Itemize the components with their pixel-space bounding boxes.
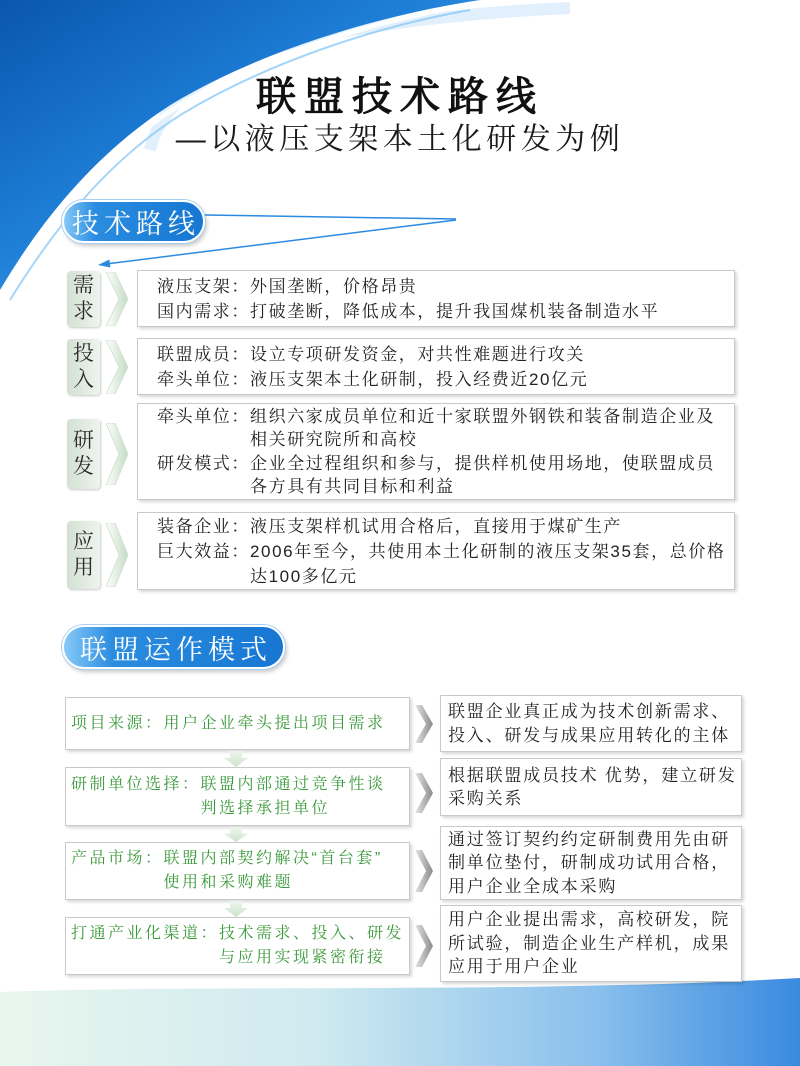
mode-right-box [440,758,742,816]
chevron-right-icon [415,705,433,743]
pointer-arrow-icon [0,190,480,280]
arrow-down-icon [224,901,248,917]
route-item-line: 相关研究院所和高校 [250,430,418,449]
route-item-line: 打破垄断，降低成本，提升我国煤机装备制造水平 [250,301,660,321]
route-stage-label-text: 应用 [73,530,94,579]
mode-item-line: 使用和采购难题 [163,874,294,891]
route-stage-label-rnd [67,419,100,489]
route-item-line: 各方具有共同目标和利益 [250,477,455,496]
chevron-right-icon [106,423,128,485]
route-item-line: 外国垄断，价格昂贵 [250,276,418,296]
route-item [157,514,734,539]
mode-result-line: 制单位垫付，研制成功试用合格， [448,853,730,873]
mode-item-line: 判选择承担单位 [200,799,331,817]
chevron-right-icon [415,773,433,813]
route-item-text [250,299,659,324]
route-item-key: 国内需求： [157,301,250,321]
mode-result-line: 用户企业提出需求，高校研发，院 [448,910,730,930]
route-item-key: 巨大效益： [157,541,250,561]
route-item [157,367,734,392]
section-header-operation-mode [62,625,285,669]
mode-item-text [164,847,383,895]
mode-result-line: 根据联盟成员技术 优势，建立研发 [448,765,737,785]
mode-item-text [164,712,386,736]
arrow-down-icon [224,827,248,842]
mode-item [71,847,409,895]
mode-left-box [65,767,410,826]
mode-result-line: 投入、研发与成果应用转化的主体 [448,725,730,745]
route-content-box-application [137,512,735,590]
page-title: 联盟技术路线 [256,75,544,119]
route-content-box-rnd [137,403,735,500]
route-stage-label-text: 需求 [73,274,94,323]
route-content-box-demand [137,270,735,327]
mode-right-box [440,695,742,752]
page-subtitle: —以液压支架本土化研发为例 [175,123,625,156]
arrow-down-icon [224,751,248,767]
route-item-key: 液压支架： [157,276,250,296]
route-stage-label-application [67,521,100,589]
route-item-text [250,452,715,499]
chevron-right-icon [106,523,128,587]
mode-item [71,773,409,821]
mode-item-line: 联盟内部契约解决“首台套” [163,850,383,867]
mode-item-key: 项目来源： [71,714,164,732]
mode-item [71,922,409,970]
route-item-key: 研发模式： [157,453,250,473]
mode-item-line: 联盟内部通过竞争性谈 [200,775,386,793]
mode-left-box [65,842,410,900]
chevron-right-icon [106,272,128,326]
mode-item-line: 用户企业牵头提出项目需求 [163,714,386,732]
route-item-key: 联盟成员： [157,344,250,364]
mode-item-text [201,773,386,821]
mode-result-line: 所试验，制造企业生产样机，成果 [448,933,730,953]
route-item-text [250,342,585,367]
mode-result-line: 通过签订契约约定研制费用先由研 [448,829,730,849]
route-item [157,452,734,499]
chevron-right-icon [415,850,433,892]
route-item-line: 企业全过程组织和参与，提供样机使用场地，使联盟成员 [250,453,715,473]
mode-result-line: 联盟企业真正成为技术创新需求、 [448,702,730,721]
route-item-line: 液压支架样机试用合格后，直接用于煤矿生产 [250,516,622,536]
route-item-line: 2006年至今，共使用本土化研制的液压支架35套，总价格 [250,541,726,561]
mode-right-box [440,826,742,900]
route-stage-label-text: 投入 [73,342,94,391]
mode-result-line: 采购关系 [448,789,524,808]
route-item-text [250,514,622,539]
route-stage-label-text: 研发 [73,429,94,478]
route-item-line: 达100多亿元 [250,566,358,586]
route-item-text [250,539,726,589]
route-item-line: 组织六家成员单位和近十家联盟外钢铁和装备制造企业及 [250,406,715,426]
route-item [157,539,734,589]
mode-result-line: 用户企业全成本采购 [448,876,618,896]
mode-left-box [65,917,410,975]
route-item-key: 牵头单位： [157,406,250,426]
bottom-band-decoration [0,978,800,1066]
route-item [157,299,734,324]
route-item [157,342,734,367]
route-item-text [250,405,715,452]
mode-item-key: 打通产业化渠道： [71,925,220,942]
section-header-label: 技术路线 [72,209,200,239]
mode-left-box [65,697,410,750]
route-stage-label-input [67,339,100,395]
mode-item-key: 产品市场： [71,850,164,867]
mode-right-box [440,905,742,982]
mode-item [71,712,409,736]
mode-item-line: 与应用实现紧密衔接 [219,949,386,966]
route-item [157,405,734,452]
route-item [157,274,734,299]
route-item-key: 牵头单位： [157,369,250,389]
chevron-right-icon [106,340,128,394]
route-item-text [250,367,588,392]
mode-item-key: 研制单位选择： [71,775,201,793]
mode-result-line: 应用于用户企业 [448,957,580,977]
route-item-text [250,274,417,299]
chevron-right-icon [415,925,433,967]
route-content-box-input [137,338,735,395]
mode-item-text [219,922,404,970]
route-item-line: 设立专项研发资金，对共性难题进行攻关 [250,344,585,364]
mode-item-line: 技术需求、投入、研发 [219,925,405,942]
route-stage-label-demand [67,271,100,327]
section-header-label: 联盟运作模式 [80,634,272,665]
route-item-line: 液压支架本土化研制，投入经费近20亿元 [250,369,589,389]
route-item-key: 装备企业： [157,516,250,536]
